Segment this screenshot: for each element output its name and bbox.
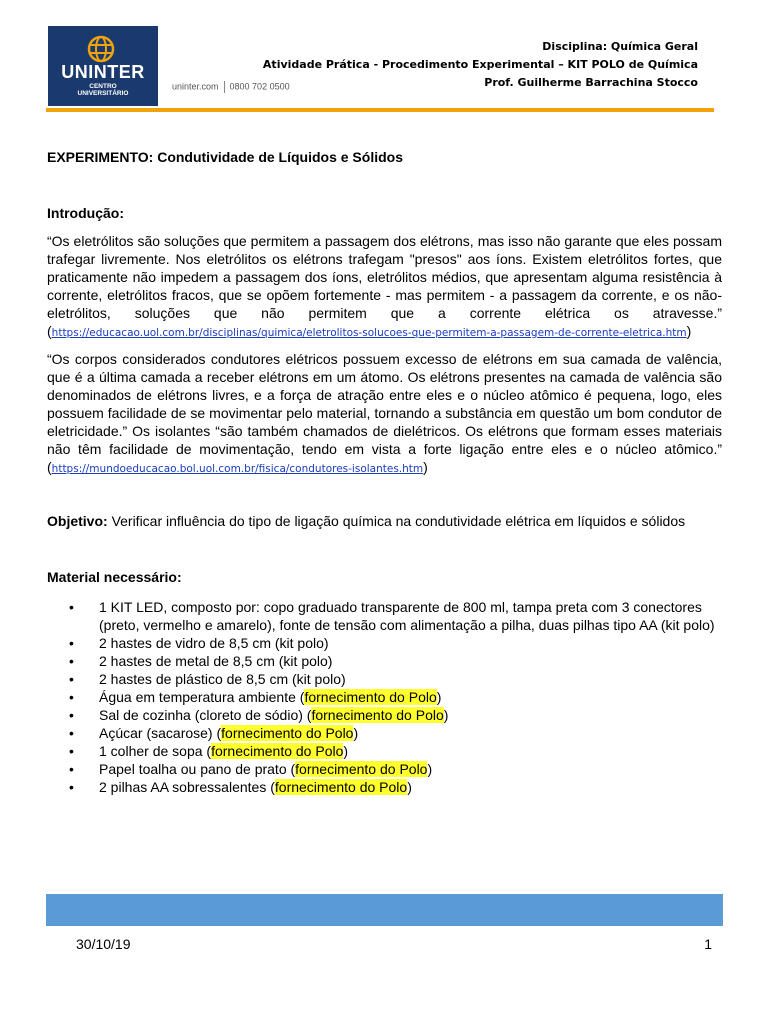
intro-heading: Introdução: [47, 205, 124, 221]
header-activity: Atividade Prática - Procedimento Experimental – KIT POLO de Química [262, 58, 698, 71]
material-supplier-highlight: fornecimento do Polo [221, 725, 354, 741]
bullet-icon: • [69, 653, 74, 669]
material-text: Papel toalha ou pano de prato ( [99, 761, 296, 777]
material-supplier-highlight: fornecimento do Polo [304, 689, 437, 705]
material-text: 2 hastes de plástico de 8,5 cm (kit polo) [99, 671, 346, 687]
material-item [47, 688, 722, 706]
bullet-icon: • [69, 761, 74, 777]
materials-list [47, 598, 722, 796]
bullet-icon: • [69, 743, 74, 759]
uninter-logo [48, 26, 158, 106]
bullet-icon: • [69, 671, 74, 687]
material-item [47, 760, 722, 778]
experiment-label: EXPERIMENTO: [47, 149, 154, 165]
bullet-icon: • [69, 599, 74, 615]
intro-p2-link[interactable]: https://mundoeducacao.bol.uol.com.br/fisica/condutores-isolantes.htm [51, 463, 424, 475]
header-professor: Prof. Guilherme Barrachina Stocco [484, 76, 698, 89]
intro-p2-text: “Os corpos considerados condutores elétricos possuem excesso de elétrons em sua camada de valência, que é a última camada a receber elétrons em um átomo. Os elétrons presentes na camada de valência são denominados de elétrons livres, e a força de atração entre eles e o núcleo atômico é pequena, logo, eles possuem facilidade de se movimentar pelo material, tornando a substância em questão um bom condutor de eletricidade.” Os isolantes “são também chamados de dielétricos. Os elétrons que formam esses materiais não têm facilidade de movimentação, tendo em vista a forte ligação entre eles e o núcleo atômico.” ( [47, 351, 722, 475]
divider [224, 81, 225, 93]
intro-paragraph-2 [47, 350, 722, 478]
material-text: Açúcar (sacarose) ( [99, 725, 222, 741]
material-text: 2 pilhas AA sobressalentes ( [99, 779, 275, 795]
material-item [47, 670, 722, 688]
globe-icon [86, 34, 116, 64]
material-item [47, 652, 722, 670]
experiment-title [47, 148, 722, 166]
material-text: 2 hastes de metal de 8,5 cm (kit polo) [99, 653, 333, 669]
material-text: 2 hastes de vidro de 8,5 cm (kit polo) [99, 635, 329, 651]
material-item [47, 778, 722, 796]
logo-sub-line-2: UNIVERSITÁRIO [77, 90, 129, 97]
bullet-icon: • [69, 635, 74, 651]
intro-paragraph-1 [47, 232, 722, 342]
bullet-icon: • [69, 707, 74, 723]
material-item [47, 634, 722, 652]
material-item [47, 706, 722, 724]
intro-p2-close: ) [423, 459, 428, 475]
document-body [47, 148, 722, 796]
intro-p1-close: ) [686, 323, 692, 339]
header-rule [46, 108, 714, 112]
material-supplier-highlight: fornecimento do Polo [274, 779, 408, 795]
objective-text: Verificar influência do tipo de ligação química na condutividade elétrica em líquidos e sólidos [111, 513, 686, 529]
site-text: uninter.com [172, 81, 219, 92]
intro-p1-link[interactable]: https://educacao.uol.com.br/disciplinas/quimica/eletrolitos-solucoes-que-permitem-a-passagem-de-corrente-eletrica.htm [51, 327, 687, 339]
phone-text: 0800 702 0500 [229, 81, 290, 92]
material-text: Água em temperatura ambiente ( [99, 689, 305, 705]
header-info [263, 38, 698, 92]
footer-bar [46, 894, 723, 926]
header-discipline: Disciplina: Química Geral [542, 40, 698, 53]
material-close: ) [443, 707, 449, 723]
materials-heading: Material necessário: [47, 569, 182, 585]
intro-p1-text: “Os eletrólitos são soluções que permitem a passagem dos elétrons, mas isso não garante que eles possam trafegar livremente. Nos eletrólitos os elétrons trafegam "presos" aos íons. Existem eletrólitos fortes, que praticamente não impedem a passagem dos íons, eletrólitos médios, que apresentam alguma resistência à corrente, eletrólitos fracos, que se opõem fortemente - mas permitem - a passagem da corrente, e os não-eletrólitos, soluções que não permitem que a corrente elétrica os atravesse.” ( [47, 233, 722, 339]
material-item [47, 724, 722, 742]
material-close: ) [343, 743, 349, 759]
page-number: 1 [704, 936, 712, 952]
logo-title: UNINTER [61, 62, 145, 82]
logo-sub-line-1: CENTRO [89, 83, 117, 90]
document-header [46, 24, 722, 108]
objective-label: Objetivo: [47, 513, 108, 529]
material-close: ) [353, 725, 359, 741]
material-supplier-highlight: fornecimento do Polo [295, 761, 428, 777]
objective-paragraph [47, 512, 722, 530]
material-item [47, 742, 722, 760]
material-item [47, 598, 722, 634]
material-supplier-highlight: fornecimento do Polo [211, 743, 344, 759]
material-close: ) [436, 689, 442, 705]
footer-date: 30/10/19 [76, 936, 131, 952]
experiment-name: Condutividade de Líquidos e Sólidos [157, 149, 403, 165]
bullet-icon: • [69, 725, 74, 741]
material-text: 1 KIT LED, composto por: copo graduado transparente de 800 ml, tampa preta com 3 conectores (preto, vermelho e amarelo), fonte de tensão com alimentação a pilha, duas pilhas tipo AA (kit polo) [99, 599, 715, 633]
material-close: ) [427, 761, 433, 777]
bullet-icon: • [69, 689, 74, 705]
material-text: Sal de cozinha (cloreto de sódio) ( [99, 707, 312, 723]
material-close: ) [407, 779, 412, 795]
material-supplier-highlight: fornecimento do Polo [311, 707, 444, 723]
bullet-icon: • [69, 779, 74, 795]
material-text: 1 colher de sopa ( [99, 743, 212, 759]
logo-subtitle [48, 83, 158, 97]
